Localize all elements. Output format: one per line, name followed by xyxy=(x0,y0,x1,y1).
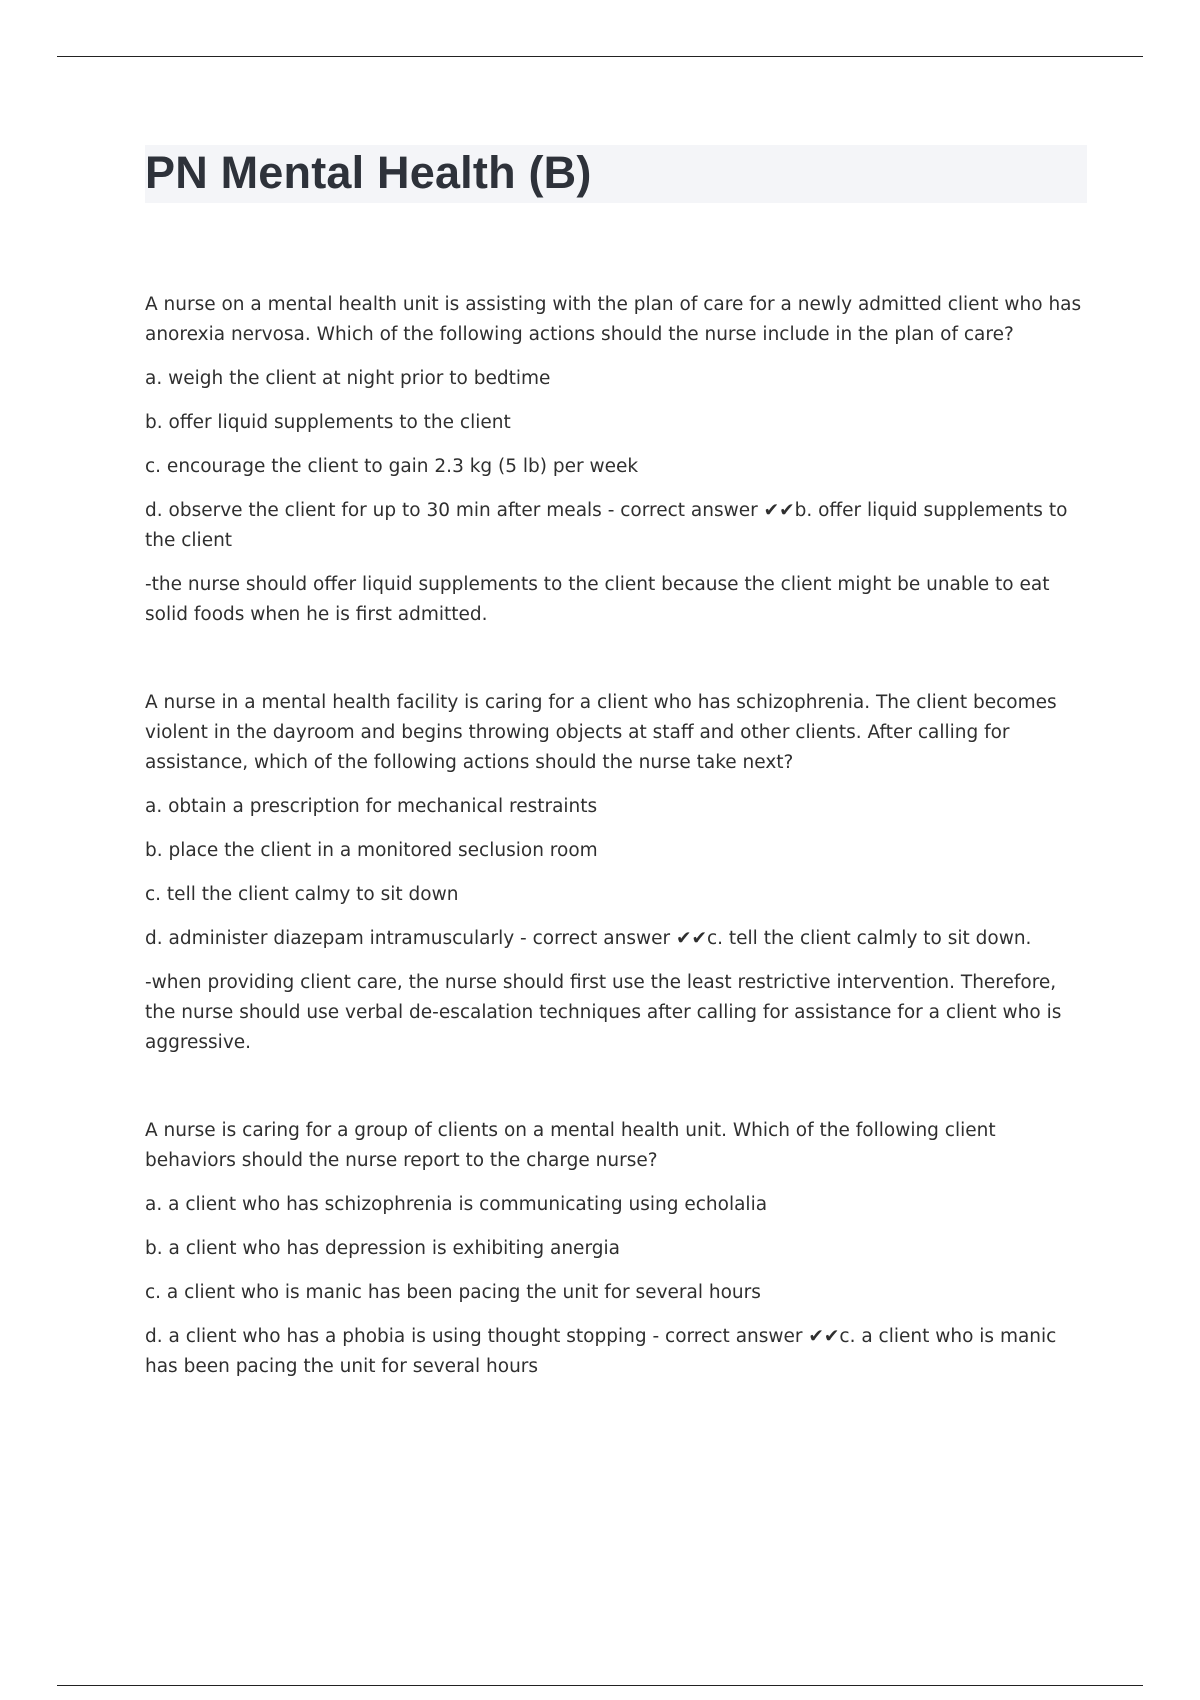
question-3 xyxy=(145,1116,1090,1382)
answer-option: a. weigh the client at night prior to bedtime xyxy=(145,368,551,389)
answer-option: a. obtain a prescription for mechanical restraints xyxy=(145,796,598,817)
question-stem: A nurse in a mental health facility is caring for a client who has schizophrenia. The client becomes violent in the dayroom and begins throwing objects at staff and other clients. After calling for assistance, which of the following actions should the nurse take next? xyxy=(145,692,1057,773)
answer-option: b. offer liquid supplements to the client xyxy=(145,412,511,433)
rationale: -when providing client care, the nurse should first use the least restrictive intervention. Therefore, the nurse should use verbal de-escalation techniques after calling for assistance for a client who is aggressive. xyxy=(145,972,1062,1053)
question-stem: A nurse is caring for a group of clients on a mental health unit. Which of the following client behaviors should the nurse report to the charge nurse? xyxy=(145,1120,996,1171)
answer-option: c. a client who is manic has been pacing the unit for several hours xyxy=(145,1282,761,1303)
question-2 xyxy=(145,688,1090,1058)
question-stem: A nurse on a mental health unit is assisting with the plan of care for a newly admitted client who has anorexia nervosa. Which of the following actions should the nurse include in the plan of care? xyxy=(145,294,1082,345)
answer-option: c. tell the client calmy to sit down xyxy=(145,884,459,905)
answer-option: b. place the client in a monitored seclusion room xyxy=(145,840,598,861)
question-1 xyxy=(145,290,1090,630)
answer-option: c. encourage the client to gain 2.3 kg (5 lb) per week xyxy=(145,456,639,477)
bottom-divider xyxy=(57,1685,1143,1686)
document-body xyxy=(145,290,1090,1382)
answer-option-with-correct-answer: d. observe the client for up to 30 min after meals - correct answer ✔✔b. offer liquid supplements to the client xyxy=(145,500,1068,551)
rationale: -the nurse should offer liquid supplements to the client because the client might be unable to eat solid foods when he is first admitted. xyxy=(145,574,1050,625)
answer-option: a. a client who has schizophrenia is communicating using echolalia xyxy=(145,1194,768,1215)
answer-option: b. a client who has depression is exhibiting anergia xyxy=(145,1238,620,1259)
top-divider xyxy=(57,56,1143,57)
answer-option-with-correct-answer: d. administer diazepam intramuscularly - correct answer ✔✔c. tell the client calmly to sit down. xyxy=(145,928,1032,949)
page-title: PN Mental Health (B) xyxy=(145,147,592,198)
answer-option-with-correct-answer: d. a client who has a phobia is using thought stopping - correct answer ✔✔c. a client who is manic has been pacing the unit for several hours xyxy=(145,1326,1057,1377)
